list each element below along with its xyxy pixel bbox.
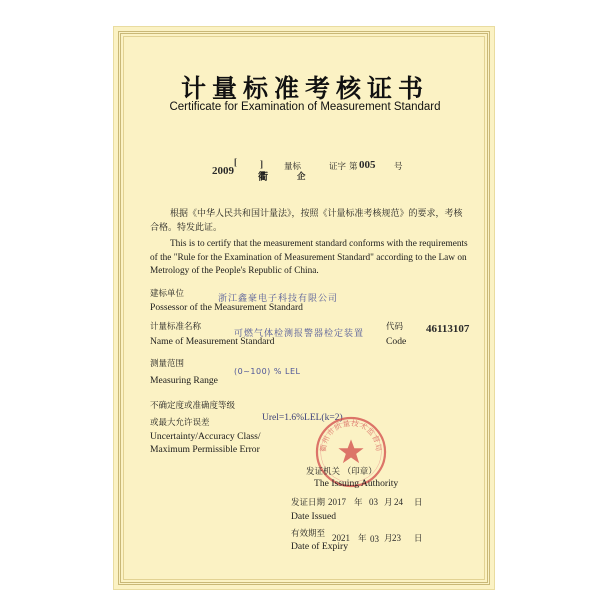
code-label-en: Code [386, 336, 407, 347]
certificate-number: 005 [359, 159, 376, 171]
certificate [113, 26, 495, 590]
standard-name-label-en: Name of Measurement Standard [150, 336, 275, 347]
uncertainty-value: Urel=1.6%LEL(k=2) [262, 413, 343, 423]
label-di: 第 [349, 162, 358, 172]
body-zh-line-2: 合格。特发此证。 [150, 221, 223, 232]
body-text-english [150, 238, 470, 279]
date-expiry-month: 03 [370, 534, 379, 544]
body-en-line-1: This is to certify that the measurement standard conforms with the requirements [170, 239, 468, 249]
range-label-en: Measuring Range [150, 375, 218, 386]
body-zh-line-1: 根据《中华人民共和国计量法》，按照《计量标准考核规范》的要求，考核 [170, 208, 463, 218]
date-issued-day: 24 [394, 497, 403, 507]
body-en-line-3: Metrology of the People's Republic of China. [150, 266, 319, 277]
certificate-year: 2009 [212, 165, 234, 177]
body-text-chinese [150, 207, 470, 234]
standard-name-label-zh: 计量标准名称 [150, 322, 202, 332]
svg-text:衢州市质量技术监督局: 衢州市质量技术监督局 [318, 418, 384, 453]
date-expiry-day: 23 [392, 533, 401, 543]
issuing-authority-zh: 发证机关 （印章） [306, 467, 377, 477]
bracket-open: [ [234, 157, 237, 167]
label-liangbiao: 量标 [284, 162, 302, 172]
unit-day: 日 [414, 534, 423, 544]
unit-month: 月 [384, 498, 393, 508]
standard-name-value: 可燃气体检测报警器检定装置 [234, 329, 365, 339]
date-issued-label-zh: 发证日期 [291, 498, 326, 508]
issuing-authority-en: The Issuing Authority [314, 478, 399, 489]
category-character: 企 [297, 172, 306, 182]
date-issued-year: 2017 [328, 497, 346, 507]
title-english: Certificate for Examination of Measurement Standard [169, 101, 441, 113]
label-hao: 号 [394, 162, 403, 172]
date-expiry-label-zh: 有效期至 [291, 529, 326, 539]
possessor-label-en: Possessor of the Measurement Standard [150, 302, 303, 313]
date-expiry-year: 2021 [332, 533, 350, 543]
uncertainty-label-en-2: Maximum Permissible Error [150, 444, 260, 455]
uncertainty-label-zh-1: 不确定度或准确度等级 [150, 401, 236, 411]
code-label-zh: 代码 [386, 322, 404, 332]
bracket-close: ] [260, 159, 263, 169]
date-issued-month: 03 [369, 497, 378, 507]
unit-month: 月 [384, 534, 393, 544]
possessor-value: 浙江鑫豪电子科技有限公司 [218, 294, 339, 304]
uncertainty-label-zh-2: 或最大允许误差 [150, 418, 210, 428]
place-character: 衢 [258, 172, 268, 183]
range-label-zh: 测量范围 [150, 359, 185, 369]
unit-year: 年 [354, 498, 363, 508]
date-issued-label-en: Date Issued [291, 511, 337, 522]
body-en-line-2: of the "Rule for the Examination of Measurement Standard" according to the Law on [150, 252, 467, 263]
possessor-label-zh: 建标单位 [150, 289, 185, 299]
label-zhengzi: 证字 [329, 162, 347, 172]
unit-day: 日 [414, 498, 423, 508]
unit-year: 年 [358, 534, 367, 544]
title-chinese: 计量标准考核证书 [180, 74, 429, 103]
date-expiry-label-en: Date of Expiry [291, 541, 349, 552]
code-value: 46113107 [426, 323, 470, 335]
range-value: (0~100) % LEL [234, 367, 301, 376]
uncertainty-label-en-1: Uncertainty/Accuracy Class/ [150, 431, 261, 442]
